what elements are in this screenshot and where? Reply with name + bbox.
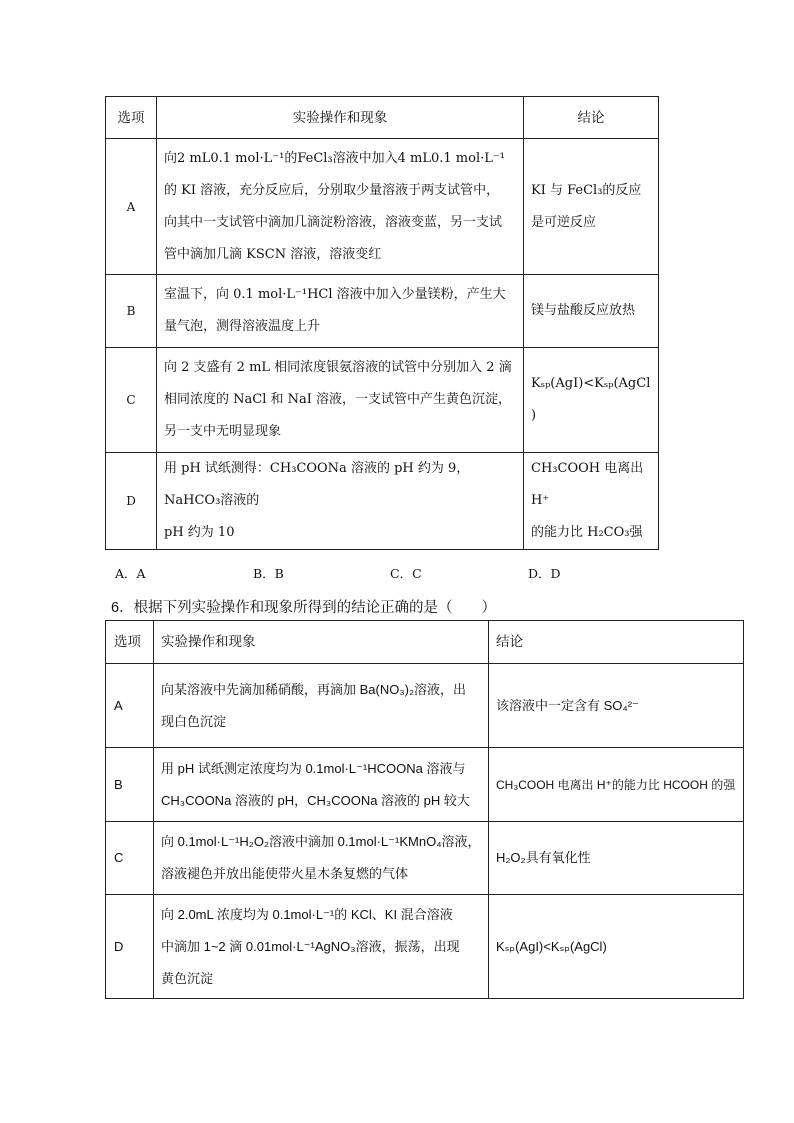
conclusion-line: CH₃COOH 电离出 H⁺ [531,461,644,508]
option-label: D [106,895,154,999]
table-header-row [106,97,659,139]
header-conclusion: 结论 [489,621,744,664]
choice-d[interactable]: D．D [528,566,561,581]
operation-line: 用 pH 试纸测定浓度均为 0.1mol·L⁻¹HCOONa 溶液与 [161,760,466,776]
operation-line: CH₃COONa 溶液的 pH，CH₃COONa 溶液的 pH 较大 [161,792,470,808]
table-row [106,822,744,895]
operation-line: 向 0.1mol·L⁻¹H₂O₂溶液中滴加 0.1mol·L⁻¹KMnO₄溶液， [161,834,481,849]
operation-line: pH 约为 10 [164,525,235,540]
option-label: A [106,139,157,275]
operation-cell [154,748,489,822]
conclusion-cell [524,348,659,453]
conclusion-cell [524,275,659,348]
operation-line: 向2 mL0.1 mol·L⁻¹的FeCl₃溶液中加入4 mL0.1 mol·L⁻¹ [164,150,505,166]
conclusion-cell [489,748,744,822]
table-row [106,453,659,550]
operation-line: 用 pH 试纸测得：CH₃COONa 溶液的 pH 约为 9，NaHCO₃溶液的 [164,461,470,508]
header-option: 选项 [106,97,157,139]
conclusion-line: H₂O₂具有氧化性 [496,850,591,865]
conclusion-line: 是可逆反应 [531,214,597,230]
operation-line: 向 2.0mL 浓度均为 0.1mol·L⁻¹的 KCl、KI 混合溶液 [161,906,453,922]
option-label: B [106,748,154,822]
conclusion-line: 该溶液中一定含有 SO₄²⁻ [496,697,639,713]
table-row [106,139,659,275]
conclusion-cell [489,822,744,895]
question-6-stem: 6．根据下列实验操作和现象所得到的结论正确的是（ ） [111,600,497,616]
option-label: B [106,275,157,348]
table-row [106,748,744,822]
operation-line: 向某溶液中先滴加稀硝酸，再滴加 Ba(NO₃)₂溶液，出 [161,681,467,697]
experiment-table-2 [105,620,744,999]
table-row [106,664,744,748]
conclusion-line: Kₛₚ(AgI)<Kₛₚ(AgCl [531,376,651,391]
operation-line: 室温下，向 0.1 mol·L⁻¹HCl 溶液中加入少量镁粉，产生大 [164,287,506,302]
choice-a[interactable]: A．A [115,566,146,581]
choice-c[interactable]: C．C [390,566,422,581]
operation-line: 溶液褪色并放出能使带火星木条复燃的气体 [161,866,409,881]
operation-cell [154,895,489,999]
operation-line: 另一支中无明显现象 [164,424,282,439]
table-row [106,348,659,453]
conclusion-line: ) [531,408,537,423]
conclusion-line: KI 与 FeCl₃的反应 [531,182,642,198]
option-label: D [106,453,157,550]
table-row [106,275,659,348]
conclusion-line: Kₛₚ(AgI)<Kₛₚ(AgCl) [496,938,607,954]
conclusion-line: 的能力比 H₂CO₃强 [531,525,643,540]
conclusion-cell [524,139,659,275]
option-label: C [106,822,154,895]
header-option: 选项 [106,621,154,664]
operation-cell [157,139,524,275]
operation-cell [157,275,524,348]
operation-cell [154,822,489,895]
operation-line: 的 KI 溶液，充分反应后，分别取少量溶液于两支试管中， [164,182,500,198]
table-row [106,895,744,999]
operation-line: 向其中一支试管中滴加几滴淀粉溶液，溶液变蓝，另一支试 [164,214,503,230]
operation-line: 中滴加 1~2 滴 0.01mol·L⁻¹AgNO₃溶液，振荡，出现 [161,938,460,954]
header-operation: 实验操作和现象 [154,621,489,664]
conclusion-line: 镁与盐酸反应放热 [531,303,636,318]
operation-line: 管中滴加几滴 KSCN 溶液，溶液变红 [164,246,382,262]
conclusion-line: CH₃COOH 电离出 H⁺的能力比 HCOOH 的强 [496,777,736,792]
experiment-table-1 [105,96,659,550]
conclusion-cell [524,453,659,550]
conclusion-cell [489,895,744,999]
operation-line: 相同浓度的 NaCl 和 NaI 溶液，一支试管中产生黄色沉淀， [164,392,512,407]
header-operation: 实验操作和现象 [157,97,524,139]
option-label: A [106,664,154,748]
operation-cell [157,348,524,453]
choice-b[interactable]: B．B [253,566,284,581]
operation-cell [157,453,524,550]
operation-line: 现白色沉淀 [161,713,227,729]
conclusion-cell [489,664,744,748]
table-header-row [106,621,744,664]
operation-cell [154,664,489,748]
header-conclusion: 结论 [524,97,659,139]
operation-line: 黄色沉淀 [161,970,214,986]
operation-line: 向 2 支盛有 2 mL 相同浓度银氨溶液的试管中分别加入 2 滴 [164,360,512,375]
option-label: C [106,348,157,453]
operation-line: 量气泡，测得溶液温度上升 [164,319,321,334]
